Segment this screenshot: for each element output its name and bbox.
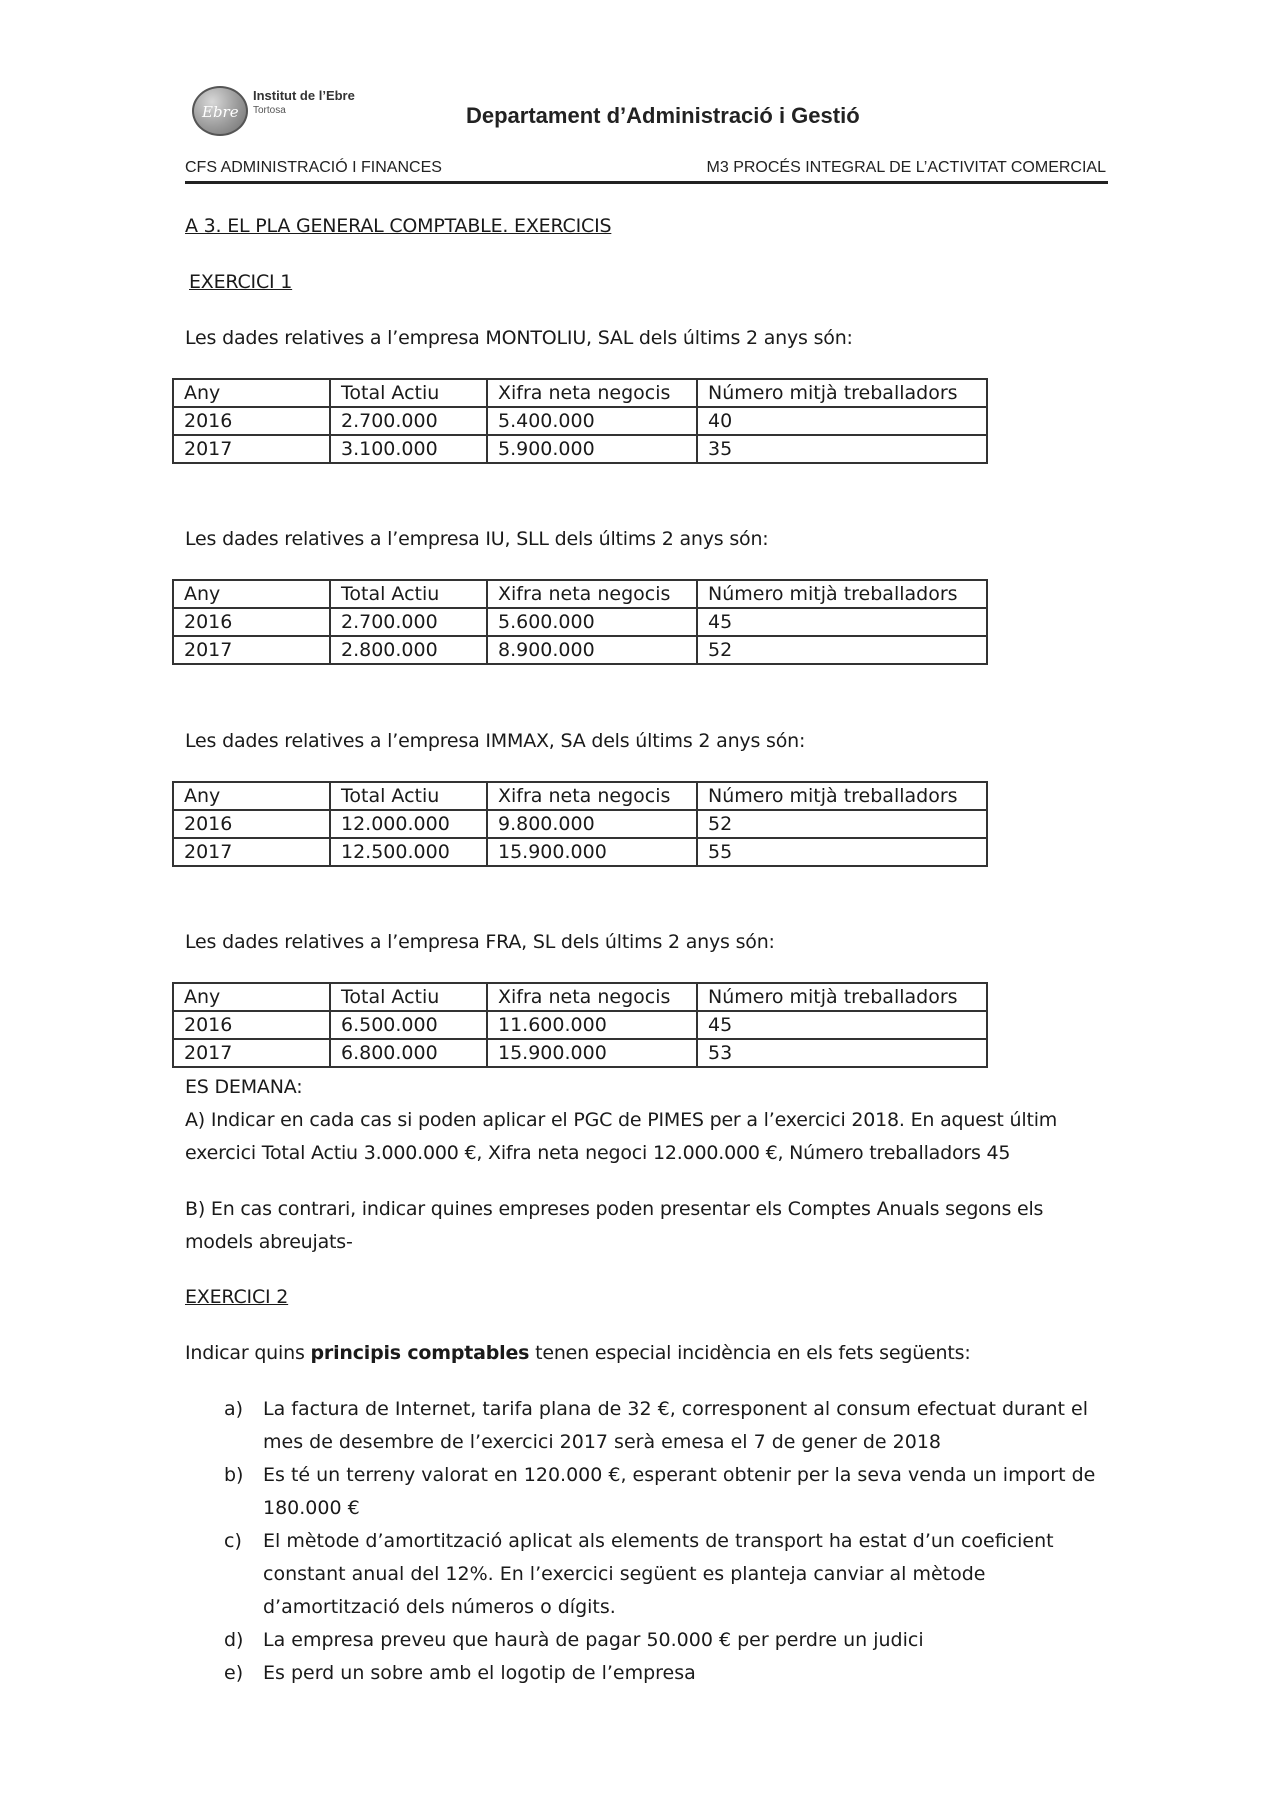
table-cell: 11.600.000 xyxy=(487,1011,697,1039)
list-item-line: d’amortització dels números o dígits. xyxy=(263,1596,616,1618)
list-item-line: Es té un terreny valorat en 120.000 €, esperant obtenir per la seva venda un import de xyxy=(263,1464,1096,1486)
list-item-line: El mètode d’amortització aplicat als elements de transport ha estat d’un coeficient xyxy=(263,1530,1054,1552)
list-item-line: constant anual del 12%. En l’exercici següent es planteja canviar al mètode xyxy=(263,1563,986,1585)
table-cell: 6.500.000 xyxy=(330,1011,487,1039)
table-header-cell: Total Actiu xyxy=(330,379,487,407)
exercise1-title: EXERCICI 1 xyxy=(189,271,293,293)
asks-label: ES DEMANA: xyxy=(185,1076,303,1098)
table-cell: 5.600.000 xyxy=(487,608,697,636)
question-b-line2: models abreujats- xyxy=(185,1231,353,1253)
table-cell: 2016 xyxy=(173,608,330,636)
table-row xyxy=(173,608,987,636)
table-cell: 2017 xyxy=(173,838,330,866)
company4-intro: Les dades relatives a l’empresa FRA, SL dels últims 2 anys són: xyxy=(185,931,775,953)
list-item-line: mes de desembre de l’exercici 2017 serà emesa el 7 de gener de 2018 xyxy=(263,1431,941,1453)
table-cell: 2017 xyxy=(173,1039,330,1067)
table-header-cell: Xifra neta negocis xyxy=(487,782,697,810)
table-cell: 35 xyxy=(697,435,987,463)
company3-table xyxy=(172,781,988,867)
table-header-cell: Total Actiu xyxy=(330,580,487,608)
question-a-line2: exercici Total Actiu 3.000.000 €, Xifra neta negoci 12.000.000 €, Número treballadors 45 xyxy=(185,1142,1011,1164)
table-cell: 9.800.000 xyxy=(487,810,697,838)
table-row xyxy=(173,838,987,866)
intro-text-end: tenen especial incidència en els fets següents: xyxy=(529,1342,971,1364)
table-cell: 2016 xyxy=(173,407,330,435)
question-a-line1: A) Indicar en cada cas si poden aplicar el PGC de PIMES per a l’exercici 2018. En aquest últim xyxy=(185,1109,1058,1131)
logo-text: Ebre xyxy=(202,103,239,121)
table-cell: 52 xyxy=(697,810,987,838)
company1-intro: Les dades relatives a l’empresa MONTOLIU, SAL dels últims 2 anys són: xyxy=(185,327,853,349)
table-cell: 8.900.000 xyxy=(487,636,697,664)
exercise2-title: EXERCICI 2 xyxy=(185,1286,289,1308)
company4-table xyxy=(172,982,988,1068)
table-cell: 40 xyxy=(697,407,987,435)
table-row xyxy=(173,435,987,463)
table-cell: 2017 xyxy=(173,636,330,664)
institute-name: Institut de l’Ebre xyxy=(253,88,355,103)
table-cell: 2.800.000 xyxy=(330,636,487,664)
table-header-row xyxy=(173,580,987,608)
list-item-label: e) xyxy=(224,1662,244,1684)
table-header-cell: Xifra neta negocis xyxy=(487,379,697,407)
department-title: Departament d’Administració i Gestió xyxy=(466,103,860,128)
table-cell: 5.400.000 xyxy=(487,407,697,435)
table-cell: 55 xyxy=(697,838,987,866)
table-cell: 15.900.000 xyxy=(487,1039,697,1067)
table-cell: 2016 xyxy=(173,1011,330,1039)
table-cell: 53 xyxy=(697,1039,987,1067)
table-cell: 6.800.000 xyxy=(330,1039,487,1067)
header-divider xyxy=(185,181,1108,184)
company2-intro: Les dades relatives a l’empresa IU, SLL dels últims 2 anys són: xyxy=(185,528,769,550)
table-row xyxy=(173,407,987,435)
table-header-cell: Número mitjà treballadors xyxy=(697,782,987,810)
table-row xyxy=(173,1011,987,1039)
table-cell: 15.900.000 xyxy=(487,838,697,866)
section-title: A 3. EL PLA GENERAL COMPTABLE. EXERCICIS xyxy=(185,215,612,237)
table-header-cell: Número mitjà treballadors xyxy=(697,580,987,608)
table-cell: 12.000.000 xyxy=(330,810,487,838)
list-item-line: Es perd un sobre amb el logotip de l’empresa xyxy=(263,1662,696,1684)
table-row xyxy=(173,1039,987,1067)
company1-table xyxy=(172,378,988,464)
list-item-line: 180.000 € xyxy=(263,1497,360,1519)
table-cell: 2017 xyxy=(173,435,330,463)
table-header-row xyxy=(173,983,987,1011)
table-cell: 12.500.000 xyxy=(330,838,487,866)
table-cell: 45 xyxy=(697,1011,987,1039)
institute-logo xyxy=(192,86,252,138)
table-header-cell: Any xyxy=(173,983,330,1011)
table-header-cell: Any xyxy=(173,580,330,608)
company3-intro: Les dades relatives a l’empresa IMMAX, SA dels últims 2 anys són: xyxy=(185,730,806,752)
table-header-cell: Xifra neta negocis xyxy=(487,983,697,1011)
table-row xyxy=(173,636,987,664)
list-item-label: b) xyxy=(224,1464,244,1486)
table-cell: 52 xyxy=(697,636,987,664)
table-cell: 2.700.000 xyxy=(330,608,487,636)
intro-text: Indicar quins xyxy=(185,1342,311,1364)
table-header-cell: Any xyxy=(173,379,330,407)
institute-city: Tortosa xyxy=(253,105,286,116)
table-header-cell: Total Actiu xyxy=(330,983,487,1011)
table-cell: 45 xyxy=(697,608,987,636)
company2-table xyxy=(172,579,988,665)
question-b-line1: B) En cas contrari, indicar quines empreses poden presentar els Comptes Anuals segons els xyxy=(185,1198,1044,1220)
table-header-cell: Número mitjà treballadors xyxy=(697,983,987,1011)
exercise2-intro xyxy=(185,1342,971,1364)
intro-emphasis: principis comptables xyxy=(310,1342,530,1364)
table-cell: 2016 xyxy=(173,810,330,838)
table-header-cell: Total Actiu xyxy=(330,782,487,810)
table-header-row xyxy=(173,782,987,810)
table-header-cell: Xifra neta negocis xyxy=(487,580,697,608)
table-cell: 3.100.000 xyxy=(330,435,487,463)
table-cell: 5.900.000 xyxy=(487,435,697,463)
list-item-label: d) xyxy=(224,1629,244,1651)
list-item-label: c) xyxy=(224,1530,242,1552)
list-item-line: La factura de Internet, tarifa plana de 32 €, corresponent al consum efectuat durant el xyxy=(263,1398,1089,1420)
list-item-label: a) xyxy=(224,1398,244,1420)
table-header-cell: Any xyxy=(173,782,330,810)
list-item-line: La empresa preveu que haurà de pagar 50.000 € per perdre un judici xyxy=(263,1629,924,1651)
table-row xyxy=(173,810,987,838)
course-name: CFS ADMINISTRACIÓ I FINANCES xyxy=(185,159,442,176)
table-header-row xyxy=(173,379,987,407)
table-cell: 2.700.000 xyxy=(330,407,487,435)
module-name: M3 PROCÉS INTEGRAL DE L’ACTIVITAT COMERCIAL xyxy=(706,159,1106,176)
table-header-cell: Número mitjà treballadors xyxy=(697,379,987,407)
